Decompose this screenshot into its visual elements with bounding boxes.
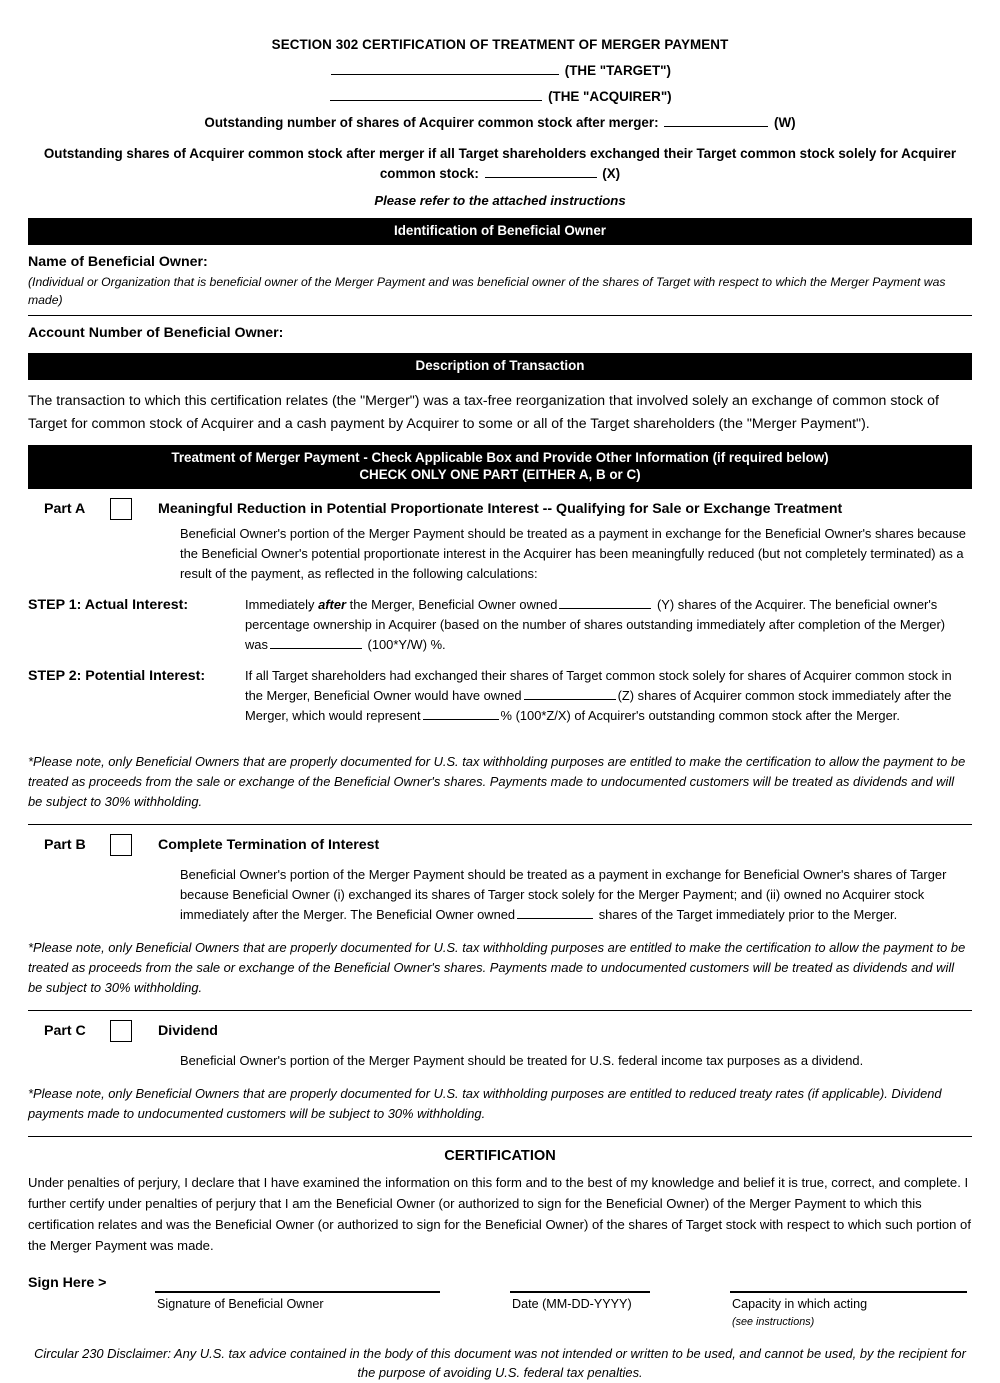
beneficial-owner-name-hint: (Individual or Organization that is beneficial owner of the Merger Payment and was beneficial owner of the shares of Target with respect to which the Merger Payment was made) [28,274,946,307]
signature-line[interactable] [155,1291,440,1293]
outstanding-shares-w-blank[interactable] [664,115,768,127]
section-bar-description: Description of Transaction [28,353,972,380]
acquirer-label: (THE "ACQUIRER") [548,89,672,105]
part-a-body: Beneficial Owner's portion of the Merger Payment should be treated as a payment in exchange for the Beneficial Owner's shares because the Beneficial Owner's potential proportionate interest in the Acquirer has been meaningfully reduced (but not completely terminated) as a result of the payment, as reflected in the following calculations: [180,526,966,582]
acquirer-name-row [28,87,972,106]
signature-row [28,1257,972,1293]
part-b-heading: Complete Termination of Interest [158,837,380,854]
step-1-text-part4: (100*Y/W) %. [367,637,446,653]
outstanding-shares-w-label: Outstanding number of shares of Acquirer common stock after merger: [204,115,659,131]
caption-capacity-wrap [730,1296,967,1330]
part-a-checkbox[interactable] [110,498,132,520]
target-name-blank[interactable] [331,63,559,75]
step-2-label: STEP 2: Potential Interest: [28,668,206,685]
certification-title: CERTIFICATION [444,1148,556,1165]
outstanding-shares-x-label: Outstanding shares of Acquirer common stock after merger if all Target shareholders exchanged their Target common stock solely for Acquirer [43,146,957,162]
part-b-body-part1: Beneficial Owner's portion of the Merger Payment should be treated as a payment in exchange for Beneficial Owner's shares of Targer because Beneficial Owner (i) exchanged its shares of Targer stock solely for the Merger Payment; and (ii) owned no Acquirer stock immediately after the Merger. The Beneficial Owner owned [180,867,947,923]
signature-caption-row [28,1293,972,1330]
target-label: (THE "TARGET") [564,63,671,79]
outstanding-shares-x-row [28,144,972,184]
acquirer-name-blank[interactable] [330,89,542,101]
step-2-text [245,666,972,726]
outstanding-shares-x-blank[interactable] [485,166,597,178]
circular-230-disclaimer: Circular 230 Disclaimer: Any U.S. tax advice contained in the body of this document was not intended or written to be used, and cannot be used, by the recipient for the purpose of avoiding U.S. federal tax penalties. [34,1346,966,1381]
certification-body: Under penalties of perjury, I declare that I have examined the information on this form and to the best of my knowledge and belief it is true, correct, and complete. I further certify under penalties of perjury that I am the Beneficial Owner (or authorized to sign for the Beneficial Owner) of the Merger Payment to which this certification relates and was the Beneficial Owner (or authorized to sign for the Beneficial Owner) of the shares of Target stock with respect to which such portion of the Merger Payment was made. [28,1174,971,1253]
part-b-note-wrap [28,925,972,1004]
outstanding-shares-w-row [28,113,972,132]
part-c-note: *Please note, only Beneficial Owners that are properly documented for U.S. tax withholding purposes are entitled to reduced treaty rates (if applicable). Dividend payments made to undocumented customers will be subject to 30% withholding. [28,1086,942,1122]
part-c-row [28,1011,972,1042]
step-2-text-part1: If all Target shareholders had exchanged their shares of Target common stock solely for shares of Acquirer common stock in the Merger, Beneficial Owner would have owned [245,668,952,704]
step-2-z-blank[interactable] [524,688,616,700]
sign-here-label: Sign Here > [28,1274,107,1291]
beneficial-owner-account-block [28,316,972,343]
part-b-row [28,825,972,856]
part-a-heading: Meaningful Reduction in Potential Proportionate Interest -- Qualifying for Sale or Exchange Treatment [158,501,843,518]
section-bar-treatment [28,445,972,489]
part-c-checkbox[interactable] [110,1020,132,1042]
outstanding-shares-w-code: (W) [774,115,796,131]
step-1-row [28,584,972,655]
caption-signature: Signature of Beneficial Owner [157,1296,324,1311]
part-b-body [180,856,972,925]
outstanding-shares-x-label2: common stock: [379,166,479,182]
step-1-text-part1: Immediately [245,597,319,613]
part-c-note-wrap [28,1071,972,1130]
caption-date: Date (MM-DD-YYYY) [512,1296,632,1311]
treatment-bar-line2: CHECK ONLY ONE PART (EITHER A, B or C) [359,467,641,483]
beneficial-owner-account-label: Account Number of Beneficial Owner: [28,325,284,342]
step-1-label: STEP 1: Actual Interest: [28,597,189,614]
caption-capacity: Capacity in which acting [732,1296,868,1311]
beneficial-owner-name-block [28,245,972,310]
step-2-row [28,655,972,726]
section-bar-identification: Identification of Beneficial Owner [28,218,972,245]
outstanding-shares-x-line2 [28,164,972,184]
part-c-heading: Dividend [158,1023,218,1040]
part-a-note: *Please note, only Beneficial Owners that are properly documented for U.S. tax withholding purposes are entitled to make the certification to allow the payment to be treated as proceeds from the sale or exchange of the Beneficial Owner's shares. Payments made to undocumented customers will be treated as dividends and will be subject to 30% withholding. [28,754,966,810]
spacer-before-description-bar [28,343,972,353]
part-a-note-wrap [28,726,972,818]
beneficial-owner-name-label: Name of Beneficial Owner: [28,253,208,270]
step-1-y-blank[interactable] [559,597,651,609]
part-b-shares-blank[interactable] [517,907,593,919]
capacity-line[interactable] [730,1291,967,1293]
part-b-label: Part B [44,837,86,854]
description-paragraph: The transaction to which this certification relates (the "Merger") was a tax-free reorganization that involved solely an exchange of common stock of Target for common stock of Acquirer and a cash payment by Acquirer to some or all of the Target shareholders (the "Merger Payment"). [28,392,939,431]
step-2-text-part3: % (100*Z/X) of Acquirer's outstanding common stock after the Merger. [500,708,900,724]
caption-spacer [28,1296,155,1330]
step-1-text-part2: the Merger, Beneficial Owner owned [346,597,558,613]
step-2-percent-blank[interactable] [423,708,499,720]
part-a-label: Part A [44,501,86,518]
part-b-checkbox[interactable] [110,834,132,856]
part-a-row [28,489,972,520]
part-c-body: Beneficial Owner's portion of the Merger Payment should be treated for U.S. federal income tax purposes as a dividend. [180,1053,864,1069]
target-name-row [28,61,972,80]
treatment-bar-line1: Treatment of Merger Payment - Check Applicable Box and Provide Other Information (if required below) [171,449,829,465]
caption-see-instructions: (see instructions) [732,1315,815,1328]
part-b-body-part2: shares of the Target immediately prior to the Merger. [598,907,898,923]
date-line[interactable] [510,1291,650,1293]
page-title: SECTION 302 CERTIFICATION OF TREATMENT OF MERGER PAYMENT [271,37,729,52]
step-1-percent-blank[interactable] [270,637,362,649]
step-1-text [245,595,972,655]
step-1-emphasis: after [318,597,347,613]
part-b-note: *Please note, only Beneficial Owners that are properly documented for U.S. tax withholding purposes are entitled to make the certification to allow the payment to be treated as proceeds from the sale or exchange of the Beneficial Owner's shares. Payments made to undocumented customers will be treated as dividends and will be subject to 30% withholding. [28,940,966,996]
refer-instructions-note: Please refer to the attached instructions [374,193,626,209]
outstanding-shares-x-code: (X) [602,166,621,182]
step-1-text-part3: (Y) shares of the Acquirer. The beneficial owner's percentage ownership in Acquirer (based on the number of shares outstanding immediately after completion of the Merger) was [245,597,946,653]
part-c-label: Part C [44,1023,86,1040]
step-2-text-part2: (Z) shares of Acquirer common stock immediately after the Merger, which would represent [245,688,952,724]
